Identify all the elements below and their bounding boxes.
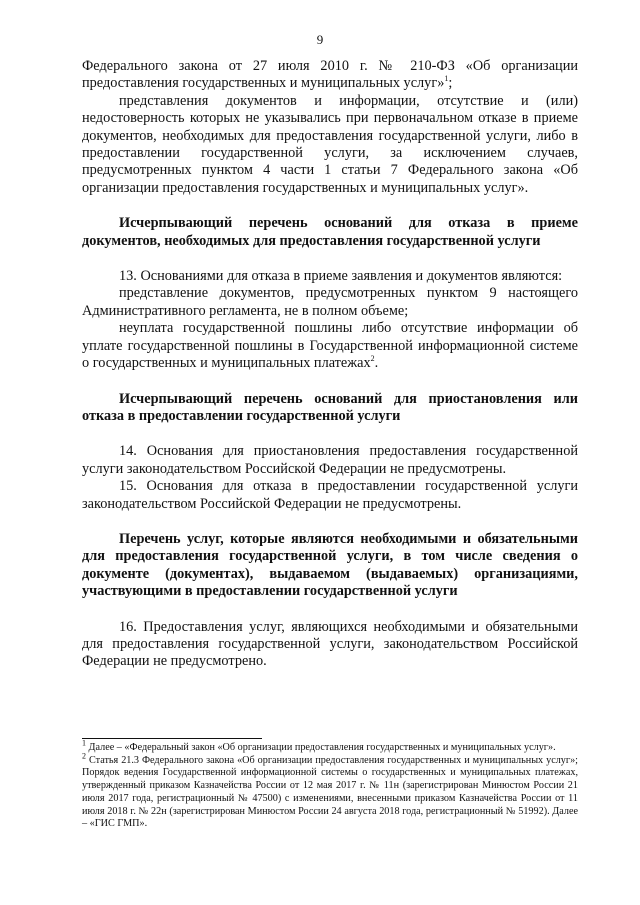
paragraph-15: 15. Основания для отказа в предоставлении государственной услуги законодательством Российской Федерации не предусмотрены. [82,478,578,512]
footnote-ref: 2 [370,354,375,364]
paragraph-14: 14. Основания для приостановления предоставления государственной услуги законодательством Российской Федерации не предусмотрены. [82,443,578,477]
section-heading-required-services: Перечень услуг, которые являются необходимыми и обязательными для предоставления государственной услуги, в том числе сведения о документе (документах), выдаваемом (выдаваемых) организациями, участвующими в предоставлении государственной услуги [82,530,578,600]
paragraph-documents-info: представления документов и информации, отсутствие и (или) недостоверность которых не указывались при первоначальном отказе в приеме документов, необходимых для предоставления государственной услуги, либо в предоставлении государственной услуги, за исключением случаев, предусмотренных пунктом 4 части 1 статьи 7 Федерального закона «Об организации предоставления государственных и муниципальных услуг». [82,92,578,196]
footnote-ref: 1 [444,74,449,84]
footnotes [82,738,578,831]
page-number: 9 [316,32,324,47]
footnote-separator [82,738,262,739]
section-heading-suspension-refusal: Исчерпывающий перечень оснований для приостановления или отказа в предоставлении государственной услуги [82,390,578,424]
paragraph-law-reference: Федерального закона от 27 июля 2010 г. № 210-ФЗ «Об организации предоставления государственных и муниципальных услуг»$^1$; [82,58,578,92]
section-heading-refusal-acceptance: Исчерпывающий перечень оснований для отказа в приеме документов, необходимых для предоставления государственной услуги [82,215,578,249]
footnote-1: $^1$ Далее – «Федеральный закон «Об организации предоставления государственных и муниципальных услуг». [82,738,556,753]
footnote-2: $^2$ Статья 21.3 Федерального закона «Об организации предоставления государственных и муниципальных услуг»; Порядок ведения Государственной информационной системы о государственных и муниципальных платежах, утвержденный приказом Казначейства России от 12 мая 2017 г. № 11н (зарегистрирован Минюстом России 21 июля 2017 года, регистрационный № 47500) с изменениями, внесенными приказом Казначейства России от 11 июля 2018 г. № 22н (зарегистрирован Минюстом России 24 августа 2018 года, регистрационный № 51992). Далее – «ГИС ГМП». [82,751,578,830]
paragraph-13: 13. Основаниями для отказа в приеме заявления и документов являются: [119,268,563,285]
paragraph-incomplete-documents: представление документов, предусмотренных пунктом 9 настоящего Административного регламента, не в полном объеме; [82,285,578,319]
paragraph-16: 16. Предоставления услуг, являющихся необходимыми и обязательными для предоставления государственной услуги, законодательством Российской Федерации не предусмотрено. [82,618,578,670]
paragraph-state-fee: неуплата государственной пошлины либо отсутствие информации об уплате государственной пошлины в Государственной информационной системе о государственных и муниципальных платежах$^2$. [82,320,578,372]
page-body [82,58,578,671]
